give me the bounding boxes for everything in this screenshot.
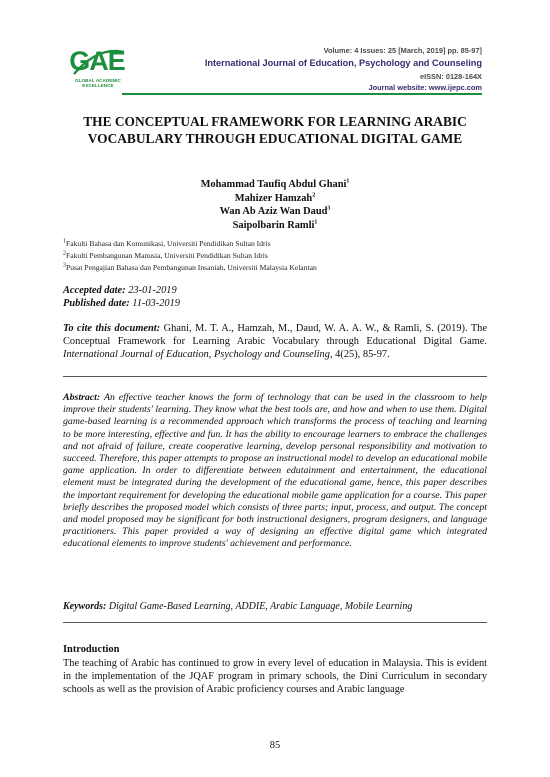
author: Mahizer Hamzah$^2$ [234, 192, 316, 204]
journal-website: Journal website: www.ijepc.com [368, 83, 482, 92]
author: Wan Ab Aziz Wan Daud$^3$ [219, 205, 331, 217]
section-divider [63, 376, 487, 377]
affiliation: $^2$Fakulti Pembangunan Manusia, Universiti Pendidikan Sultan Idris [63, 250, 268, 260]
citation-block: To cite this document: Ghani, M. T. A., Hamzah, M., Daud, W. A. A. W., & Ramli, S. (2019). The Conceptual Framework for Learning Arabic Vocabulary through Educational Digital Game. International Journal of Education, Psychology and Counseling, 4(25), 85-97. [63, 323, 487, 361]
logo-tagline: GLOBAL ACADEMIC EXCELLENCE [75, 78, 121, 88]
keywords: Keywords: Digital Game-Based Learning, ADDIE, Arabic Language, Mobile Learning [63, 601, 413, 612]
published-date: Published date: 11-03-2019 [63, 298, 180, 309]
page-number: 85 [269, 740, 281, 751]
eissn: eISSN: 0128-164X [419, 72, 482, 81]
intro-paragraph: The teaching of Arabic has continued to grow in every level of education in Malaysia. This is evident in the implementation of the JQAF program in primary schools, the Dini Curriculum in secondary schools as well as the provision of Arabic proficiency courses and Arabic language [63, 658, 487, 696]
author: Saipolbarin Ramli$^1$ [232, 219, 318, 231]
keywords-label: Keywords: [63, 601, 107, 612]
abstract: Abstract: An effective teacher knows the form of technology that can be used in the classroom to help improve their students' learning. They know what the best tools are, and how and when to use them. Digital game-based learning is a recommended approach which transforms the process of teaching and learning to be more interesting, effective and fun. It has the ability to encourage learners to embrace the challenges and not afraid of failure, create cooperative learning, develop personal responsibility and motivation to succeed. Therefore, this paper attempts to propose an instructional model to develop an educational mobile game application. In order to differentiate between edutainment and entertainment, the educational element must be integrated during the development of the educational game, hence, this paper describes the important requirement for developing the educational mobile game application for a course. This paper briefly describes the proposed model which consists of three parts; input, process, and output. The concept and model proposed may be significant for both instructional designers, program designers, and language practitioners. This paper provided a way of designing an effective digital game which integrated educational elements to improve students' achievement and performance. [63, 392, 487, 550]
journal-logo [66, 44, 128, 90]
journal-name: International Journal of Education, Psychology and Counseling [204, 58, 482, 68]
section-divider [63, 622, 487, 623]
author: Mohammad Taufiq Abdul Ghani$^1$ [200, 178, 350, 190]
affiliation: $^1$Fakulti Bahasa dan Komunikasi, Universiti Pendidikan Sultan Idris [63, 238, 271, 248]
affiliation-list [63, 238, 317, 274]
author-list [60, 178, 490, 232]
section-heading: Introduction [63, 644, 120, 655]
logo-text: GAE [69, 46, 125, 76]
affiliation: $^3$Pusat Pengajian Bahasa dan Pembangunan Insaniah, Universiti Malaysia Kelantan [63, 262, 317, 272]
citation-label: To cite this document: [63, 323, 161, 334]
publication-dates [63, 284, 180, 310]
abstract-label: Abstract: [63, 392, 101, 403]
paper-title: THE CONCEPTUAL FRAMEWORK FOR LEARNING ARABIC VOCABULARY THROUGH EDUCATIONAL DIGITAL GAME [83, 114, 467, 146]
volume-line: Volume: 4 Issues: 25 [March, 2019] pp. 85-97] [323, 46, 482, 55]
header-divider [122, 93, 482, 95]
accepted-date: Accepted date: 23-01-2019 [63, 285, 177, 296]
